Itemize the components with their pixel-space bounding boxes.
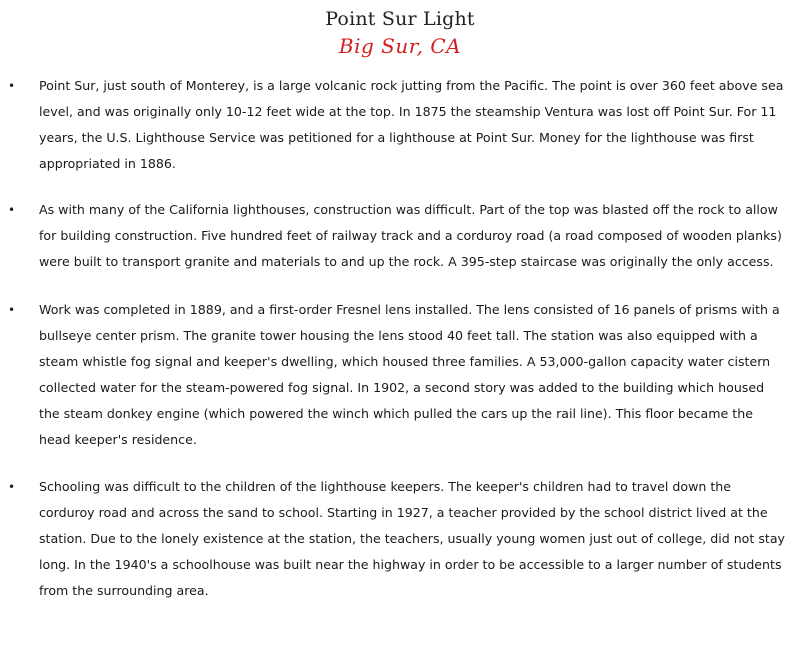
bullet-icon: • bbox=[8, 203, 16, 217]
bullet-item-construction bbox=[0, 197, 800, 275]
bullet-item-schooling bbox=[0, 474, 800, 604]
page-title: Point Sur Light bbox=[325, 8, 475, 30]
bullet-icon: • bbox=[8, 480, 16, 494]
bullet-icon: • bbox=[8, 79, 16, 93]
bullet-text: As with many of the California lighthouses, construction was difficult. Part of the top was blasted off the rock to allow for building construction. Five hundred feet of railway track and a corduroy road (a road composed of wooden planks) were built to transport granite and materials to and up the rock. A 395-step staircase was originally the only access. bbox=[39, 202, 782, 269]
bullet-icon: • bbox=[8, 303, 16, 317]
bullet-text: Work was completed in 1889, and a first-order Fresnel lens installed. The lens consisted of 16 panels of prisms with a bullseye center prism. The granite tower housing the lens stood 40 feet tall. The station was also equipped with a steam whistle fog signal and keeper's dwelling, which housed three families. A 53,000-gallon capacity water cistern collected water for the steam-powered fog signal. In 1902, a second story was added to the building which housed the steam donkey engine (which powered the winch which pulled the cars up the rail line). This floor became the head keeper's residence. bbox=[39, 302, 780, 447]
page-subtitle: Big Sur, CA bbox=[338, 34, 462, 58]
bullet-list bbox=[0, 73, 800, 626]
bullet-text: Point Sur, just south of Monterey, is a large volcanic rock jutting from the Pacific. The point is over 360 feet above sea level, and was originally only 10-12 feet wide at the top. In 1875 the steamship Ventura was lost off Point Sur. For 11 years, the U.S. Lighthouse Service was petitioned for a lighthouse at Point Sur. Money for the lighthouse was first appropriated in 1886. bbox=[39, 78, 784, 171]
bullet-item-history bbox=[0, 73, 800, 177]
bullet-text: Schooling was difficult to the children of the lighthouse keepers. The keeper's children had to travel down the corduroy road and across the sand to school. Starting in 1927, a teacher provided by the school district lived at the station. Due to the lonely existence at the station, the teachers, usually young women just out of college, did not stay long. In the 1940's a schoolhouse was built near the highway in order to be accessible to a larger number of students from the surrounding area. bbox=[39, 479, 786, 598]
bullet-item-completion bbox=[0, 297, 800, 453]
